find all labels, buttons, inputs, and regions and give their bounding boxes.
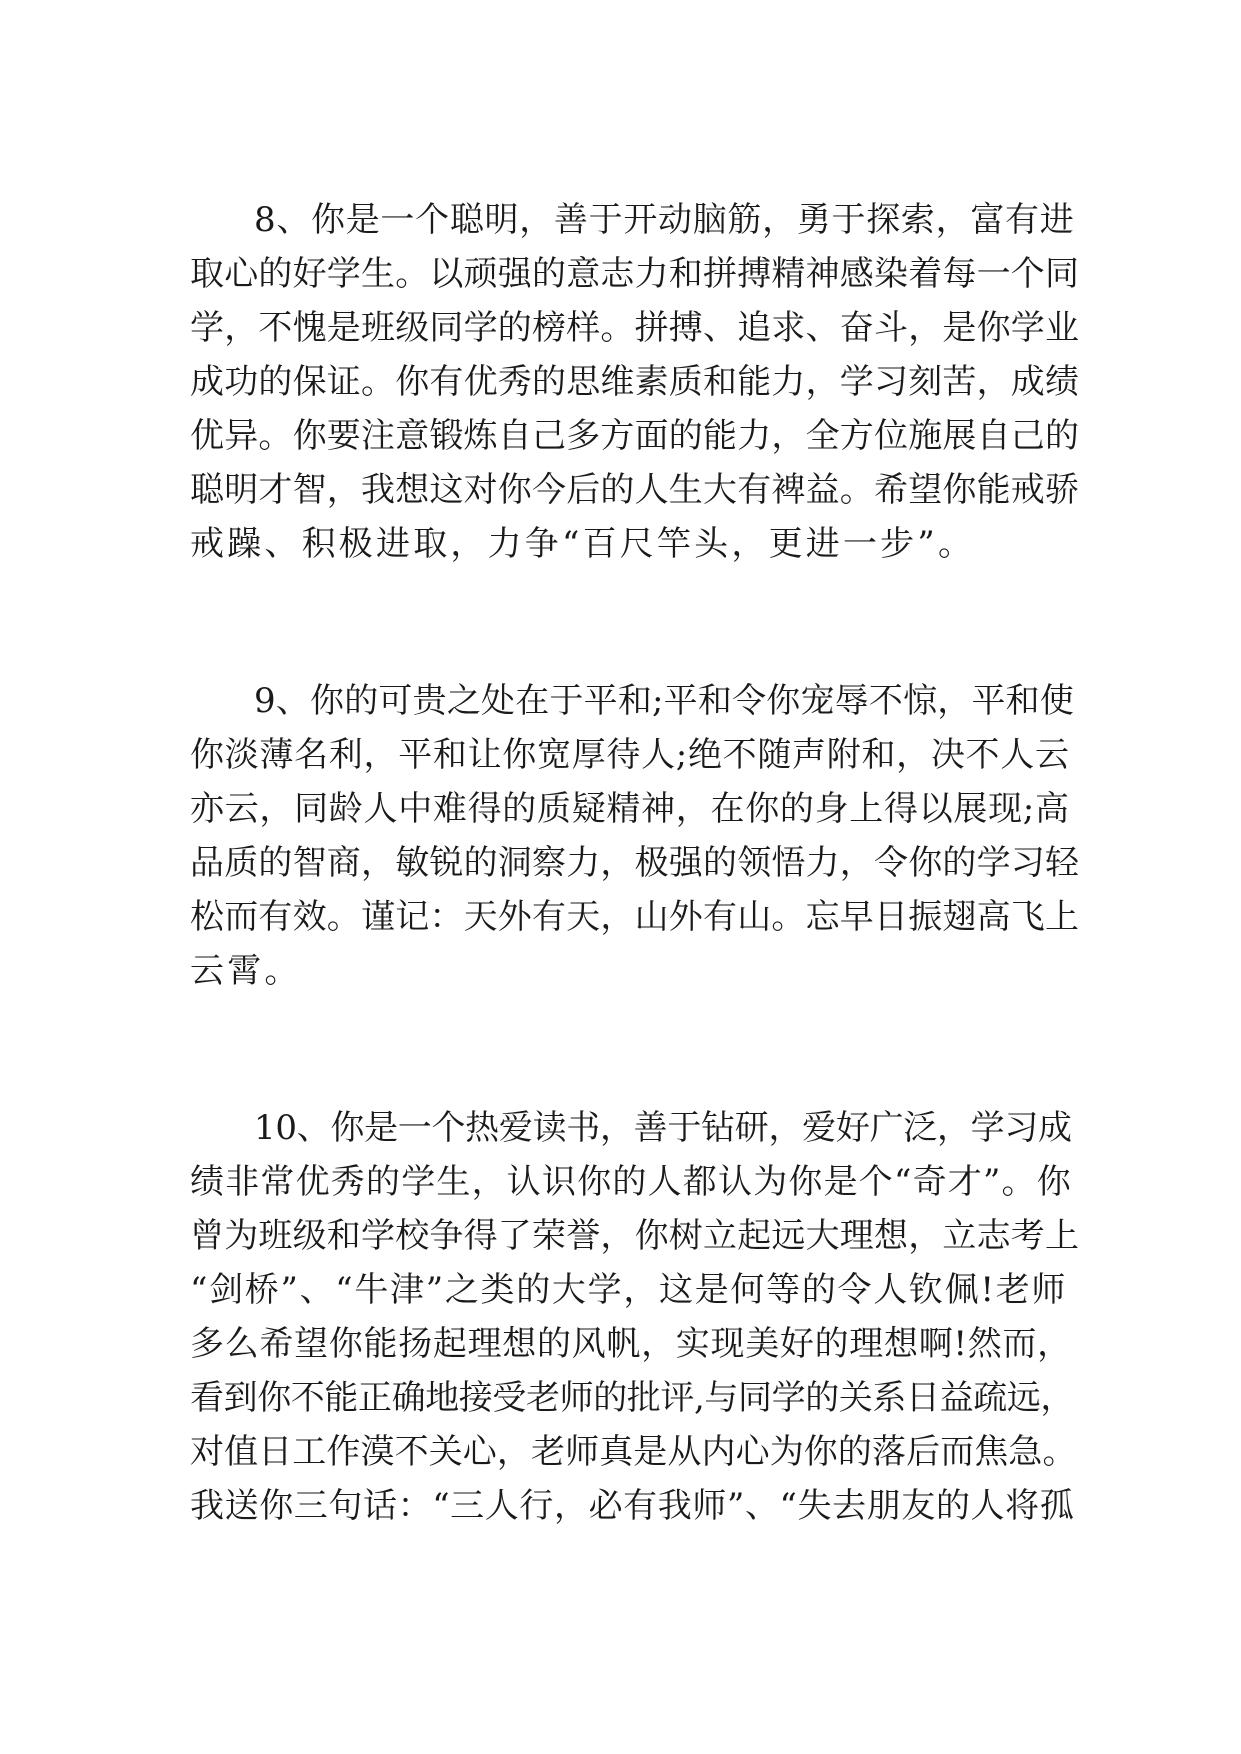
paragraph-line: 10、你是一个热爱读书，善于钻研，爱好广泛，学习成 — [254, 1108, 1072, 1148]
paragraph-line: 8、你是一个聪明，善于开动脑筋，勇于探索，富有进 — [254, 200, 1075, 240]
paragraph-line: 9、你的可贵之处在于平和;平和令你宠辱不惊，平和使 — [254, 681, 1075, 721]
paragraph-line: “剑桥”、“牛津”之类的大学，这是何等的令人钦佩!老师 — [190, 1270, 1068, 1310]
paragraph-line: 看到你不能正确地接受老师的批评,与同学的关系日益疏远， — [190, 1378, 1075, 1418]
paragraph-line: 云霄。 — [190, 951, 302, 991]
paragraph-line: 多么希望你能扬起理想的风帆，实现美好的理想啊!然而， — [190, 1324, 1072, 1364]
paragraph-line: 我送你三句话：“三人行，必有我师”、“失去朋友的人将孤 — [190, 1486, 1075, 1526]
paragraph-line: 聪明才智，我想这对你今后的人生大有裨益。希望你能戒骄 — [190, 470, 1080, 510]
paragraph-line: 戒躁、积极进取，力争“百尺竿头，更进一步”。 — [190, 524, 976, 564]
paragraph-line: 取心的好学生。以顽强的意志力和拼搏精神感染着每一个同 — [190, 254, 1080, 294]
paragraph-line: 品质的智商，敏锐的洞察力，极强的领悟力，令你的学习轻 — [190, 843, 1080, 883]
paragraph-line: 学，不愧是班级同学的榜样。拼搏、追求、奋斗，是你学业 — [190, 308, 1080, 348]
paragraph-line: 你淡薄名利，平和让你宽厚待人;绝不随声附和，决不人云 — [190, 735, 1070, 775]
paragraph-line: 曾为班级和学校争得了荣誉，你树立起远大理想，立志考上 — [190, 1216, 1080, 1256]
paragraph-line: 亦云，同龄人中难得的质疑精神，在你的身上得以展现;高 — [190, 789, 1070, 829]
paragraph-line: 对值日工作漠不关心，老师真是从内心为你的落后而焦急。 — [190, 1432, 1077, 1472]
paragraph-line: 绩非常优秀的学生，认识你的人都认为你是个“奇才”。你 — [190, 1162, 1072, 1202]
paragraph-line: 松而有效。谨记：天外有天，山外有山。忘早日振翅高飞上 — [190, 897, 1080, 937]
paragraph-line: 成功的保证。你有优秀的思维素质和能力，学习刻苦，成绩 — [190, 362, 1080, 402]
paragraph-line: 优异。你要注意锻炼自己多方面的能力，全方位施展自己的 — [190, 416, 1080, 456]
